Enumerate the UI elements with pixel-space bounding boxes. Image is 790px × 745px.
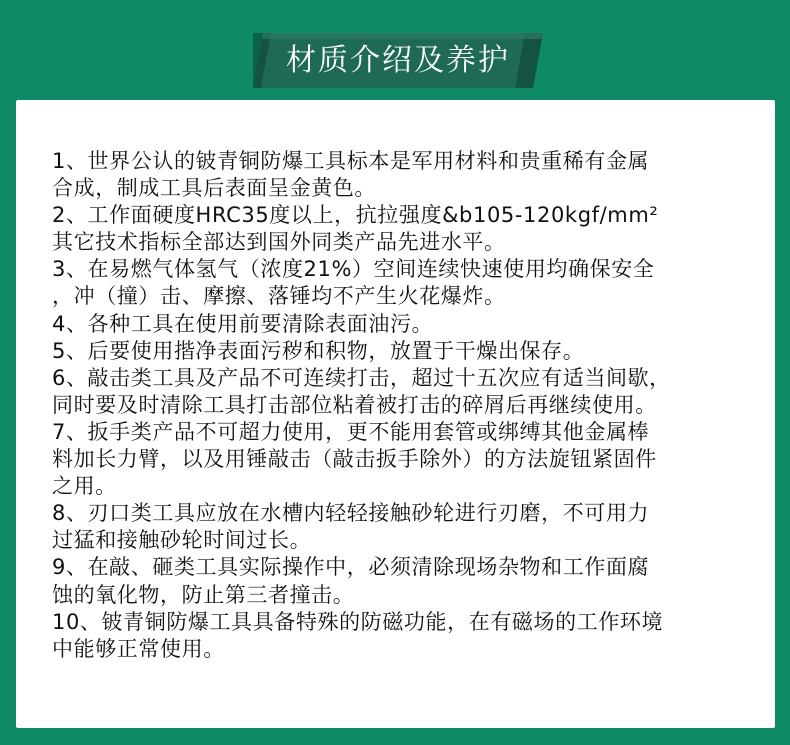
text-line: 料加长力臂，以及用锤敲击（敲击扳手除外）的方法旋钮紧固件 <box>52 447 657 472</box>
page-title: 材质介绍及养护 <box>286 43 510 78</box>
text-line: 中能够正常使用。 <box>52 636 225 661</box>
text-line: 2、工作面硬度HRC35度以上，抗拉强度&b105-120kgf/mm² <box>52 203 659 228</box>
text-line: 6、敲击类工具及产品不可连续打击，超过十五次应有适当间歇， <box>52 365 671 390</box>
text-line: 合成，制成工具后表面呈金黄色。 <box>52 176 376 201</box>
text-line: 9、在敲、砸类工具实际操作中，必须清除现场杂物和工作面腐 <box>52 555 650 580</box>
title-banner <box>253 33 543 88</box>
text-line: 同时要及时清除工具打击部位粘着被打击的碎屑后再继续使用。 <box>52 392 657 417</box>
header <box>0 0 790 100</box>
text-line: 7、扳手类产品不可超力使用，更不能用套管或绑缚其他金属棒 <box>52 419 650 444</box>
care-instructions <box>52 148 752 663</box>
text-line: 5、后要使用揩净表面污秽和积物，放置于干燥出保存。 <box>52 338 585 363</box>
text-line: 蚀的氧化物，防止第三者撞击。 <box>52 582 355 607</box>
text-line: 过猛和接触砂轮时间过长。 <box>52 528 312 553</box>
text-line: 3、在易燃气体氢气（浓度21%）空间连续快速使用均确保安全 <box>52 257 655 282</box>
text-line: 10、铍青铜防爆工具具备特殊的防磁功能，在有磁场的工作环境 <box>52 609 664 634</box>
text-line: ，冲（撞）击、摩擦、落锤均不产生火花爆炸。 <box>52 284 506 309</box>
text-line: 之用。 <box>52 474 117 499</box>
text-line: 1、世界公认的铍青铜防爆工具标本是军用材料和贵重稀有金属 <box>52 149 650 173</box>
text-line: 8、刃口类工具应放在水槽内轻轻接触砂轮进行刃磨，不可用力 <box>52 501 650 526</box>
text-line: 4、各种工具在使用前要清除表面油污。 <box>52 311 434 336</box>
text-line: 其它技术指标全部达到国外同类产品先进水平。 <box>52 230 506 255</box>
